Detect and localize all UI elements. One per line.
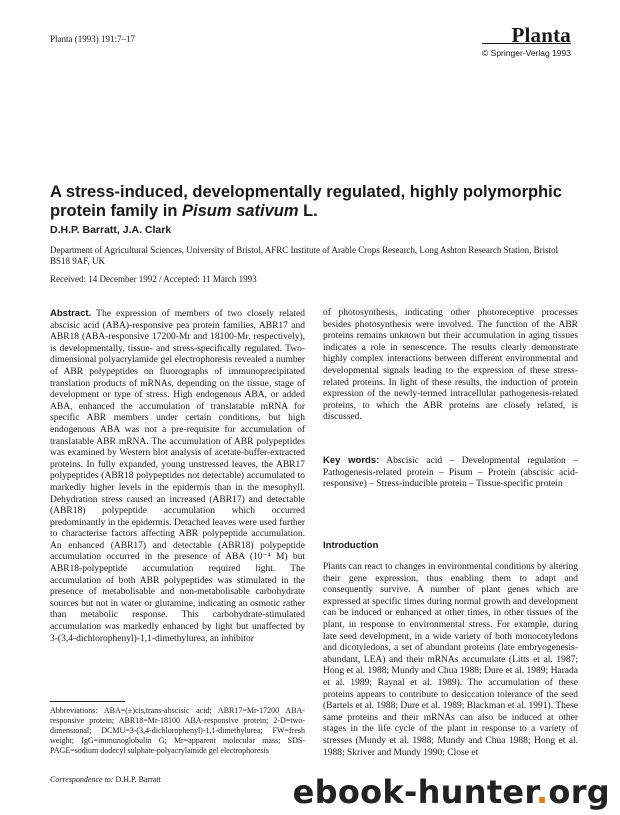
abbreviations-footnote: Abbreviations: ABA=(±)cis,trans-abscisic acid; ABR17=Mr-17200 ABA-responsive protein; ABR18=Mr-18100 ABA-responsive protein; 2-D=two-dimensional; DCMU=3-(3,4-dichlorophenyl)-1,1-dimethylurea; FW=fresh weight; IgG=immunoglobulin G; Mr=apparent molecular mass; SDS-PAGE=sodium dodecyl sulphate-polyacrylamide gel electrophoresis — [50, 706, 305, 755]
site-watermark — [293, 773, 610, 811]
logo-divider — [482, 43, 571, 44]
keywords-block — [323, 455, 578, 491]
keywords-text: Abscisic acid – Developmental regulation – Pathogenesis-related protein – Pisum – Protein (abscisic acid-responsive) – Stress-inducible protein – Tissue-specific protein — [323, 456, 578, 490]
title-tail: L. — [298, 202, 318, 220]
abstract-left-column — [50, 308, 305, 645]
correspondence-label: Correspondence to: — [50, 775, 114, 784]
watermark-dot: . — [535, 773, 549, 811]
introduction-text: Plants can react to changes in environmental conditions by altering their gene expression, thus enabling them to adapt and consequently survive. A number of plant genes which are expressed at specific times during normal growth and development can be induced or enhanced at other times, in other tissues of the plant, in response to environmental stress. For example, during late seed development, in a wide variety of both monocotyledons and dicotyledons, a set of abundant proteins (late embryogenesis-abundant, LEA) and their mRNAs accumulate (Litts et al. 1987; Hong et al. 1988; Mundy and Chua 1988; Dure et al. 1989; Harada et al. 1989; Raynal et al. 1989). The accumulation of these proteins appears to contribute to desiccation tolerance of the seed (Bartels et al. 1988; Dure et al. 1989; Blackman et al. 1991). These same proteins and their mRNAs can also be induced at other stages in the life cycle of the plant in response to a variety of stresses (Mundy et al. 1988; Mundy and Chua 1988; Hong et al. 1988; Skriver and Mundy 1990; Close et — [323, 562, 578, 758]
copyright-notice: © Springer-Verlag 1993 — [482, 48, 571, 58]
footnote-divider — [50, 701, 125, 702]
article-title — [50, 183, 570, 221]
title-main: A stress-induced, developmentally regulated, highly polymorphic protein family in — [50, 183, 562, 220]
author-affiliation: Department of Agricultural Sciences, University of Bristol, AFRC Institute of Arable Crops Research, Long Ashton Research Station, Bristol BS18 9AF, UK — [50, 245, 559, 266]
keywords-label: Key words: — [323, 455, 380, 466]
article-authors: D.H.P. Barratt, J.A. Clark — [50, 224, 172, 236]
introduction-heading: Introduction — [323, 540, 379, 551]
journal-citation: Planta (1993) 191:7–17 — [50, 34, 135, 44]
title-species: Pisum sativum — [182, 202, 299, 220]
correspondence-name: D.H.P. Barratt — [115, 775, 161, 784]
watermark-right: org — [548, 773, 610, 811]
journal-logo-name: Planta — [511, 23, 571, 47]
abstract-text-left: The expression of members of two closely related abscisic acid (ABA)-responsive pea protein families, ABR17 and ABR18 (ABA-responsive 17200-Mr and 18100-Mr, respectively), is developmentally, tissue- and stress-specifically regulated. Two-dimensional polyacrylamide gel electrophoresis revealed a number of ABR polypeptides on fluorographs of immunoprecipitated translation products of mRNAs, depending on the tissue, stage of development or type of stress. High endogenous ABA, or added ABA, enhanced the accumulation of translatable mRNA for specific ABR members under certain conditions, but high endogenous ABA was not a pre-requisite for accumulation of translatable ABR mRNA. The accumulation of ABR polypeptides was examined by Western blot analysis of acetate-buffer-extracted proteins. In fully expanded, young unstressed leaves, the ABR17 polypeptides (ABR18 polypeptides not detectable) accumulated to markedly higher levels in the epidermis than in the mesophyll. Dehydration stress caused an increased (ABR17) and detectable (ABR18) polypeptide accumulation which occurred predominantly in the epidermis. Detached leaves were used further to characterise factors affecting ABR polypeptide accumulation. An enhanced (ABR17) and detectable (ABR18) polypeptide accumulation occurred in the presence of ABA (10⁻⁴ M) but ABR18-polypeptide accumulation required light. The accumulation of both ABR polypeptides was stimulated in the presence of metabolisable and non-metabolisable carbohydrate sources but not in water or glutamine, indicating an osmotic rather than metabolic response. This carbohydrate-stimulated accumulation was markedly enhanced by light but unaffected by 3-(3,4-dichlorophenyl)-1,1-dimethylurea, an inhibitor — [50, 309, 305, 644]
correspondence-line — [50, 775, 161, 784]
journal-logo — [482, 24, 571, 59]
watermark-left: ebook-hunter — [292, 773, 536, 811]
abstract-right-column: of photosynthesis, indicating other photoreceptive processes besides photosynthesis were involved. The function of the ABR proteins remains unknown but their accumulation in aging tissues indicates a role in senescence. The results clearly demonstrate highly complex interactions between different environmental and developmental signals leading to the expression of these stress-related proteins. In light of these results, the induction of protein expression of the newly-termed intracellular pathogenesis-related proteins, to which the ABR proteins are closely related, is discussed. — [323, 308, 578, 423]
received-dates: Received: 14 December 1992 / Accepted: 11 March 1993 — [50, 274, 257, 284]
abstract-label: Abstract. — [50, 308, 92, 319]
